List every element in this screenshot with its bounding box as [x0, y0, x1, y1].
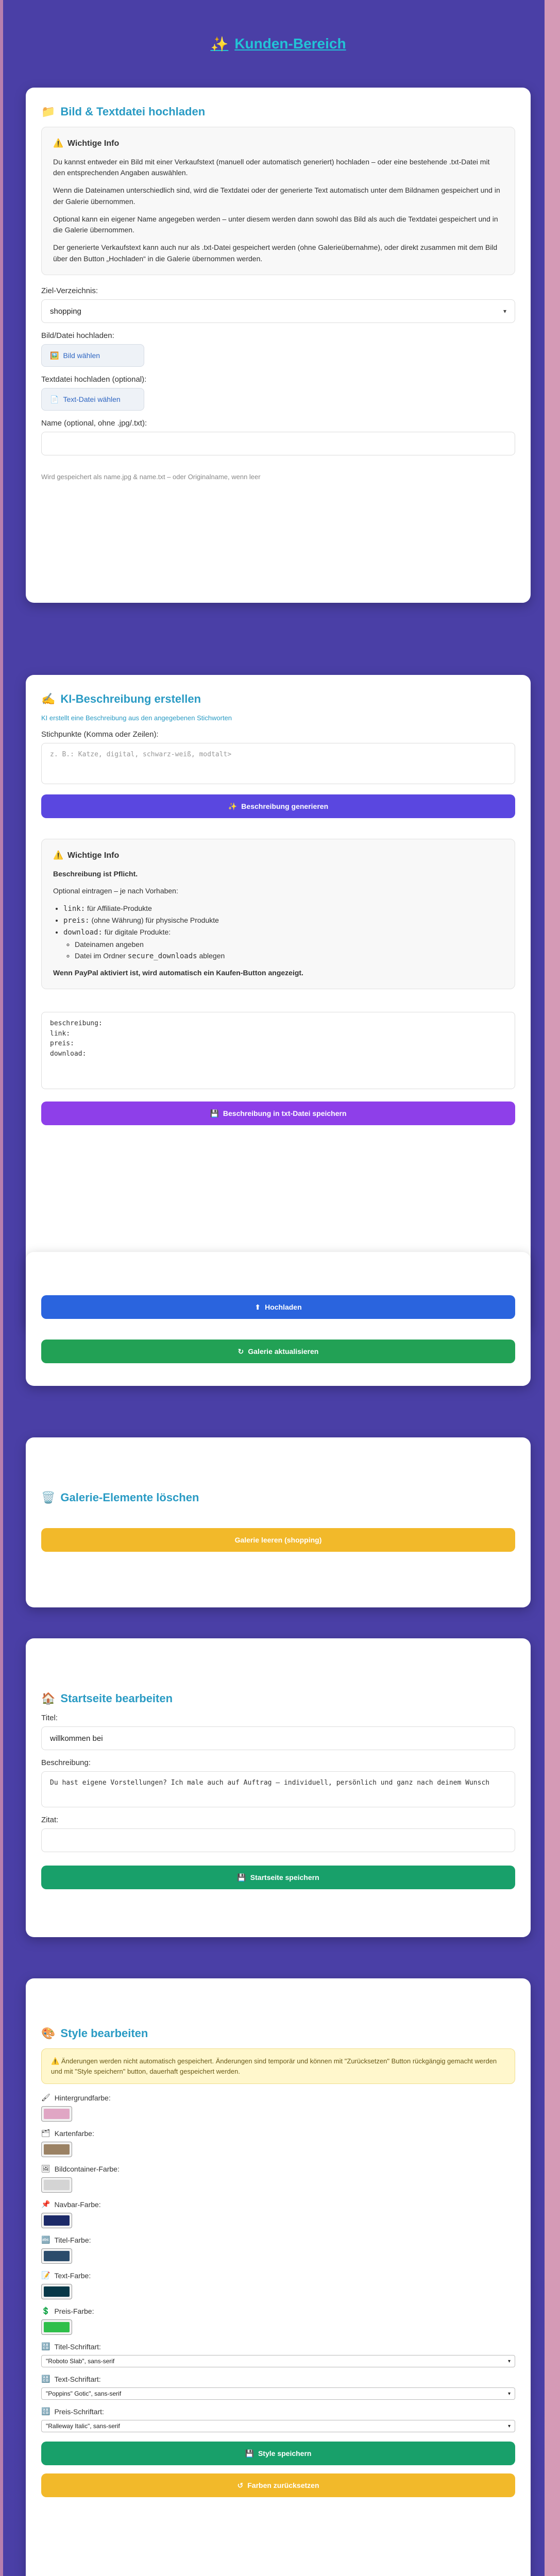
style-title: 🎨 Style bearbeiten: [41, 2027, 148, 2040]
titlecolor-picker[interactable]: [41, 2248, 72, 2264]
navbar-label: 📌 Navbar-Farbe:: [41, 2200, 101, 2209]
chevron-down-icon: ▾: [507, 2358, 511, 2364]
pin-icon: 📌: [41, 2200, 50, 2208]
home-cite-label: Zitat:: [41, 1816, 59, 1824]
frame-color-picker[interactable]: [41, 2177, 72, 2193]
titlefont-select[interactable]: "Roboto Slab", sans-serif ▾: [41, 2355, 515, 2367]
text-icon: 📝: [41, 2271, 50, 2279]
ai-info: [41, 839, 515, 989]
warning-icon: ⚠️: [53, 851, 63, 860]
pricecolor-picker[interactable]: [41, 2319, 72, 2335]
app-title: [21, 0, 536, 88]
home-title-input[interactable]: willkommen bei: [41, 1726, 515, 1750]
warning-icon: ⚠️: [53, 139, 63, 148]
keywords-label: Stichpunkte (Komma oder Zeilen):: [41, 730, 159, 739]
ai-info-li3: • download: für digitale Produkte: ◦ Dateinamen angeben ◦ Datei im Ordner secure_downloads ablegen: [63, 927, 503, 962]
description-textarea[interactable]: beschreibung: link: preis: download:: [41, 1012, 515, 1089]
name-input[interactable]: [41, 432, 515, 455]
text-choose-button[interactable]: 📄 Text-Datei wählen: [41, 388, 144, 411]
home-desc-textarea[interactable]: Du hast eigene Vorstellungen? Ich male auch auf Auftrag – individuell, persönlich und ganz nach deinem Wunsch: [41, 1771, 515, 1807]
right-edge: [545, 0, 560, 2576]
ai-info-sub2: ◦ Datei im Ordner secure_downloads ablegen: [75, 951, 503, 962]
textfont-select[interactable]: "Poppins" Gotic", sans-serif ▾: [41, 2387, 515, 2400]
font-icon: 🔠: [41, 2342, 50, 2350]
home-title-label: Titel:: [41, 1714, 58, 1722]
ai-info-optional: Optional eintragen – je nach Vorhaben:: [53, 887, 178, 895]
font-icon: 🔠: [41, 2375, 50, 2383]
ai-info-list: [63, 903, 503, 962]
ai-info-li2: • preis: (ohne Währung) für physische Produkte: [63, 915, 503, 927]
warning-icon: ⚠️: [51, 2057, 60, 2065]
textcolor-swatch: [44, 2286, 70, 2297]
home-icon: 🏠: [41, 1692, 56, 1705]
reset-icon: ↺: [237, 2481, 244, 2489]
ai-info-li1: • link: für Affiliate-Produkte: [63, 903, 503, 915]
style-warning: ⚠️ Änderungen werden nicht automatisch gespeichert. Änderungen sind temporär und können mit "Zurücksetzen" Button rückgängig gemacht werden und mit "Style speichern" button, dauerhaft gespeichert werden.: [41, 2048, 515, 2084]
home-title: 🏠 Startseite bearbeiten: [41, 1692, 173, 1705]
style-card: [26, 1978, 531, 2576]
ai-info-sublist: [75, 939, 503, 962]
target-label: Ziel-Verzeichnis:: [41, 286, 98, 296]
chevron-down-icon: ▾: [503, 308, 506, 315]
upload-title: 📁 Bild & Textdatei hochladen: [41, 105, 206, 118]
ai-info-sub1: ◦ Dateinamen angeben: [75, 939, 503, 951]
save-icon: 💾: [237, 1873, 246, 1882]
sparkle-icon: ✨: [210, 36, 229, 52]
bg-label: 🖌 Hintergrundfarbe:: [41, 2093, 111, 2102]
page: [21, 0, 536, 2489]
chevron-down-icon: ▾: [507, 2391, 511, 2397]
font-icon: 🔠: [41, 2407, 50, 2415]
home-save-button[interactable]: 💾 Startseite speichern: [41, 1866, 515, 1889]
target-select[interactable]: shopping ▾: [41, 299, 515, 323]
app-title-text: Kunden-Bereich: [234, 36, 346, 52]
gallery-update-button[interactable]: ↻ Galerie aktualisieren: [41, 1340, 515, 1363]
name-label: Name (optional, ohne .jpg/.txt):: [41, 419, 147, 428]
actions-card: [26, 1252, 531, 1386]
frame-icon: 🖼: [41, 2164, 50, 2173]
navbar-swatch: [44, 2215, 70, 2226]
ai-title: ✍️ KI-Beschreibung erstellen: [41, 692, 201, 705]
home-card: [26, 1638, 531, 1937]
upload-info-p1: Du kannst entweder ein Bild mit einer Verkaufstext (manuell oder automatisch generiert) hochladen – oder eine bestehende .txt-Datei mit den entsprechenden Angaben auswählen.: [53, 157, 490, 177]
generate-button[interactable]: ✨ Beschreibung generieren: [41, 794, 515, 818]
image-upload-label: Bild/Datei hochladen:: [41, 331, 114, 341]
pricecolor-swatch: [44, 2322, 70, 2332]
upload-button[interactable]: ⬆ Hochladen: [41, 1295, 515, 1319]
brush-icon: 🖌: [41, 2093, 50, 2102]
frame-label: 🖼 Bildcontainer-Farbe:: [41, 2164, 120, 2173]
upload-info-head: ⚠️ Wichtige Info: [53, 138, 503, 150]
upload-info-p2: Wenn die Dateinamen unterschiedlich sind, wird die Textdatei oder der generierte Text automatisch unter dem Bildnamen gespeichert und in der Galerie übernommen.: [53, 186, 500, 206]
left-edge: [0, 0, 3, 2576]
home-cite-input[interactable]: [41, 1828, 515, 1852]
chevron-down-icon: ▾: [507, 2423, 511, 2429]
bg-color-picker[interactable]: [41, 2106, 72, 2122]
pricefont-label: 🔠 Preis-Schriftart:: [41, 2407, 104, 2416]
palette-icon: 🎨: [41, 2027, 56, 2040]
title-icon: 🔤: [41, 2235, 50, 2244]
titlecolor-label: 🔤 Titel-Farbe:: [41, 2235, 91, 2244]
upload-info-p4: Der generierte Verkaufstext kann auch nur als .txt-Datei gespeichert werden (ohne Galerieübernahme), oder direkt zusammen mit dem Bild über den Button „Hochladen“ in die Galerie übernommen werden.: [53, 243, 498, 263]
image-choose-button[interactable]: 🖼️ Bild wählen: [41, 344, 144, 367]
textcolor-label: 📝 Text-Farbe:: [41, 2271, 91, 2280]
save-icon: 💾: [245, 2449, 254, 2458]
text-upload-label: Textdatei hochladen (optional):: [41, 375, 147, 384]
pricefont-select[interactable]: "Ralleway Italic", sans-serif ▾: [41, 2420, 515, 2432]
upload-info-p3: Optional kann ein eigener Name angegeben werden – unter diesem werden dann sowohl das Bild als auch die Textdatei gespeichert und in die Galerie übernommen.: [53, 214, 498, 234]
home-desc-label: Beschreibung:: [41, 1758, 91, 1767]
ai-card: [26, 675, 531, 1329]
image-icon: 🖼️: [50, 351, 59, 360]
keywords-textarea[interactable]: z. B.: Katze, digital, schwarz-weiß, modtalt>: [41, 743, 515, 784]
titlecolor-swatch: [44, 2251, 70, 2261]
ai-info-head: ⚠️ Wichtige Info: [53, 850, 503, 862]
style-save-button[interactable]: 💾 Style speichern: [41, 2442, 515, 2465]
upload-icon: ⬆: [254, 1302, 261, 1311]
refresh-icon: ↻: [237, 1347, 244, 1355]
save-txt-button[interactable]: 💾 Beschreibung in txt-Datei speichern: [41, 1101, 515, 1125]
ai-info-paypal: Wenn PayPal aktiviert ist, wird automatisch ein Kaufen-Button angezeigt.: [53, 968, 303, 977]
card-swatch: [44, 2144, 70, 2155]
pencil-icon: ✍️: [41, 692, 56, 705]
titlefont-label: 🔠 Titel-Schriftart:: [41, 2342, 101, 2351]
card-icon: 🗂: [41, 2129, 50, 2137]
pricecolor-label: 💲 Preis-Farbe:: [41, 2307, 94, 2315]
bg-swatch: [44, 2109, 70, 2119]
card-label: 🗂 Kartenfarbe:: [41, 2129, 94, 2138]
document-icon: 📄: [50, 395, 59, 403]
sparkle-icon: ✨: [228, 802, 237, 810]
ai-subtitle: KI erstellt eine Beschreibung aus den angegebenen Stichworten: [41, 714, 232, 722]
upload-card: [26, 88, 531, 603]
folder-icon: 📁: [41, 105, 56, 118]
clear-gallery-button[interactable]: Galerie leeren (shopping): [41, 1528, 515, 1552]
price-icon: 💲: [41, 2307, 50, 2315]
delete-card: [26, 1437, 531, 1607]
trash-icon: 🗑️: [41, 1491, 56, 1504]
textfont-label: 🔠 Text-Schriftart:: [41, 2375, 101, 2383]
frame-swatch: [44, 2180, 70, 2190]
name-hint: Wird gespeichert als name.jpg & name.txt – oder Originalname, wenn leer: [41, 473, 261, 481]
save-icon: 💾: [210, 1109, 219, 1117]
ai-info-required: Beschreibung ist Pflicht.: [53, 869, 138, 878]
style-reset-button[interactable]: ↺ Farben zurücksetzen: [41, 2473, 515, 2497]
card-color-picker[interactable]: [41, 2142, 72, 2157]
textcolor-picker[interactable]: [41, 2284, 72, 2299]
navbar-color-picker[interactable]: [41, 2213, 72, 2228]
upload-info: [41, 127, 515, 275]
delete-title: 🗑️ Galerie-Elemente löschen: [41, 1491, 199, 1504]
